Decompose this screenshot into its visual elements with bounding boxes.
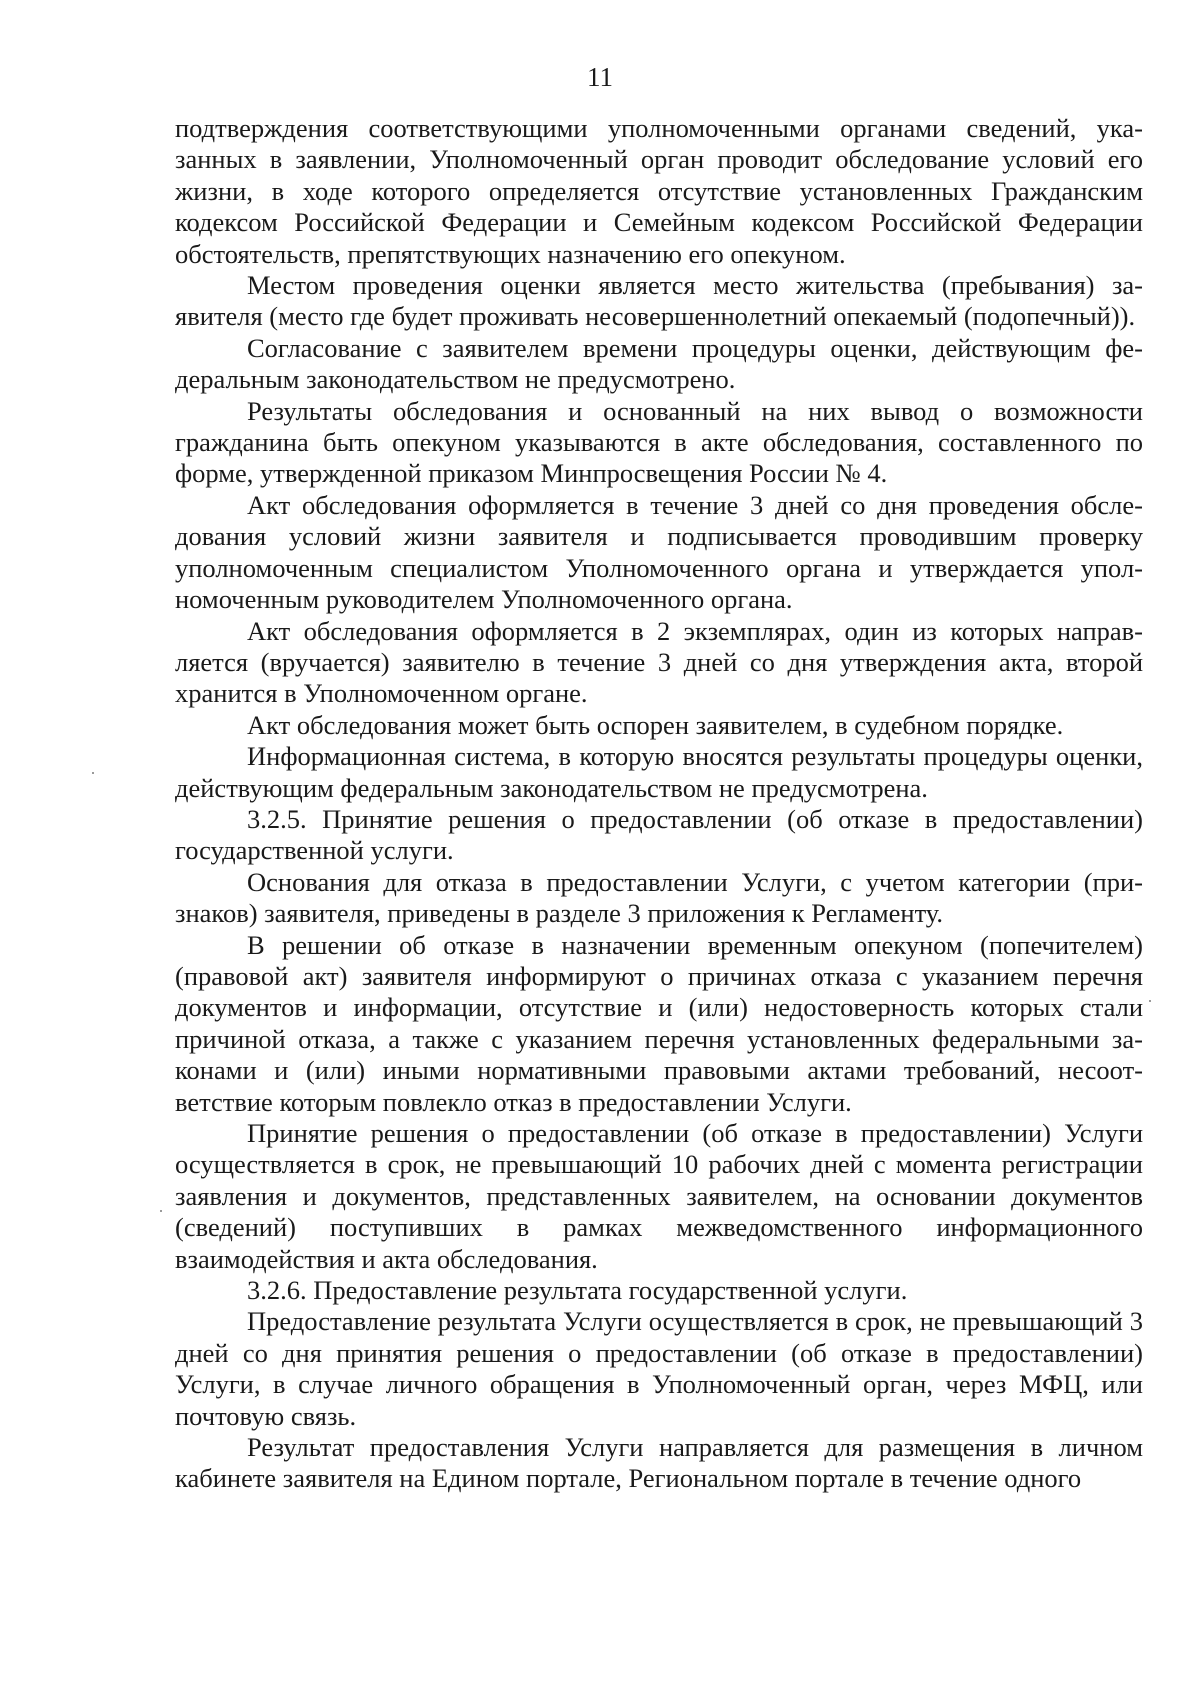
document-body xyxy=(175,113,1143,1495)
paragraph-inspection-results: Результаты обследования и основанный на них вывод о возможности гражданина быть опекуном указываются в акте обследования, составленного по форме, утвержденной приказом Минпросвещения России № 4. xyxy=(175,395,1143,489)
paragraph-refusal-grounds: Основания для отказа в предоставлении Услуги, с учетом категории (признаков) заявителя, приведены в разделе 3 приложения к Регламенту. xyxy=(175,866,1143,929)
paragraph-act-appeal: Акт обследования может быть оспорен заявителем, в судебном порядке. xyxy=(247,709,1064,740)
section-heading-3-2-5: 3.2.5. Принятие решения о предоставлении (об отказе в предоставлении) государственной услуги. xyxy=(175,803,1143,866)
scan-speck xyxy=(160,1210,162,1212)
scan-speck xyxy=(1149,1000,1151,1002)
paragraph-continuation: подтверждения соответствующими уполномоченными органами сведений, указанных в заявлении, Уполномоченный орган проводит обследование условий его жизни, в ходе которого определяется отсутствие установленных Гражданским кодексом Российской Федерации и Семейным кодексом Российской Федерации обстоятельств, препятствующих назначению его опекуном. xyxy=(175,113,1143,269)
scan-speck xyxy=(92,772,94,774)
paragraph-result-portal: Результат предоставления Услуги направляется для размещения в личном кабинете заявителя на Едином портале, Региональном портале в течение одного xyxy=(175,1432,1143,1494)
paragraph-time-agreement: Согласование с заявителем времени процедуры оценки, действующим федеральным законодательством не предусмотрено. xyxy=(175,332,1143,395)
paragraph-act-preparation: Акт обследования оформляется в течение 3 дней со дня проведения обследования условий жизни заявителя и подписывается проводившим проверку уполномоченным специалистом Уполномоченного органа и утверждается уполномоченным руководителем Уполномоченного органа. xyxy=(175,489,1143,615)
paragraph-refusal-decision: В решении об отказе в назначении временным опекуном (попечителем) (правовой акт) заявителя информируют о причинах отказа с указанием перечня документов и информации, отсутствие и (или) недостоверность которых стали причиной отказа, а также с указанием перечня установленных федеральными законами и (или) иными нормативными правовыми актами требований, несоответствие которым повлекло отказ в предоставлении Услуги. xyxy=(175,929,1143,1117)
paragraph-decision-deadline: Принятие решения о предоставлении (об отказе в предоставлении) Услуги осуществляется в срок, не превышающий 10 рабочих дней с момента регистрации заявления и документов, представленных заявителем, на основании документов (сведений) поступивших в рамках межведомственного информационного взаимодействия и акта обследования. xyxy=(175,1118,1143,1274)
paragraph-act-copies: Акт обследования оформляется в 2 экземплярах, один из которых направляется (вручается) заявителю в течение 3 дней со дня утверждения акта, второй хранится в Уполномоченном органе. xyxy=(175,615,1143,709)
paragraph-result-delivery: Предоставление результата Услуги осуществляется в срок, не превышающий 3 дней со дня принятия решения о предоставлении (об отказе в предоставлении) Услуги, в случае личного обращения в Уполномоченный орган, через МФЦ, или почтовую связь. xyxy=(175,1306,1143,1431)
paragraph-assessment-location: Местом проведения оценки является место жительства (пребывания) заявителя (место где будет проживать несовершеннолетний опекаемый (подопечный)). xyxy=(175,270,1143,332)
section-heading-3-2-6: 3.2.6. Предоставление результата государственной услуги. xyxy=(247,1275,908,1306)
paragraph-information-system: Информационная система, в которую вносятся результаты процедуры оценки, действующим федеральным законодательством не предусмотрена. xyxy=(175,741,1143,803)
page-number: 11 xyxy=(587,62,613,92)
